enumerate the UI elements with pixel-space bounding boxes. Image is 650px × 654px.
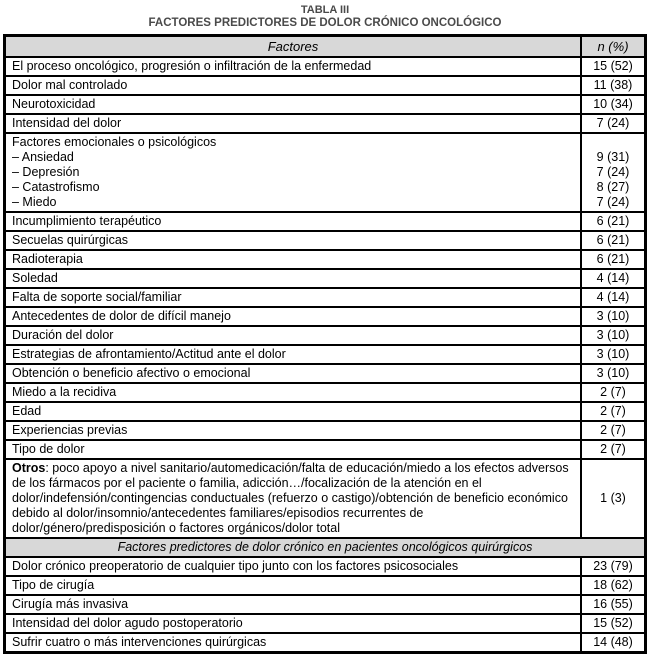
factors-column-header: Factores xyxy=(5,36,582,58)
value-cell: 2 (7) xyxy=(581,421,646,440)
factor-cell: Dolor crónico preoperatorio de cualquier tipo junto con los factores psicosociales xyxy=(5,557,582,576)
table-row xyxy=(5,231,646,250)
table-row xyxy=(5,250,646,269)
section-header-label: Factores predictores de dolor crónico en pacientes oncológicos quirúrgicos xyxy=(5,538,646,557)
table-row xyxy=(5,76,646,95)
factor-cell: Experiencias previas xyxy=(5,421,582,440)
value-cell: 23 (79) xyxy=(581,557,646,576)
table-row xyxy=(5,421,646,440)
factor-cell: Radioterapia xyxy=(5,250,582,269)
section-header-row xyxy=(5,538,646,557)
predictive-factors-table xyxy=(3,34,647,654)
header-row xyxy=(5,36,646,58)
factor-cell: Tipo de cirugía xyxy=(5,576,582,595)
value-cell: 6 (21) xyxy=(581,212,646,231)
page xyxy=(3,0,647,654)
factor-cell: Falta de soporte social/familiar xyxy=(5,288,582,307)
value-line: 9 (31) xyxy=(596,150,630,164)
value-cell: 1 (3) xyxy=(581,459,646,538)
factor-cell: Obtención o beneficio afectivo o emocional xyxy=(5,364,582,383)
table-row xyxy=(5,212,646,231)
factor-cell: Intensidad del dolor xyxy=(5,114,582,133)
value-cell: 6 (21) xyxy=(581,250,646,269)
value-cell: 2 (7) xyxy=(581,402,646,421)
factor-cell: Estrategias de afrontamiento/Actitud ante el dolor xyxy=(5,345,582,364)
value-cell: 2 (7) xyxy=(581,383,646,402)
table-row xyxy=(5,114,646,133)
value-cell: 16 (55) xyxy=(581,595,646,614)
value-cell: 11 (38) xyxy=(581,76,646,95)
value-cell: 3 (10) xyxy=(581,326,646,345)
table-row xyxy=(5,307,646,326)
value-cell: 10 (34) xyxy=(581,95,646,114)
value-line: 7 (24) xyxy=(596,195,630,209)
factor-cell: Sufrir cuatro o más intervenciones quirúrgicas xyxy=(5,633,582,653)
factor-cell: El proceso oncológico, progresión o infiltración de la enfermedad xyxy=(5,57,582,76)
factor-line: – Miedo xyxy=(12,195,57,209)
table-row xyxy=(5,133,646,212)
table-row xyxy=(5,440,646,459)
factor-cell: Secuelas quirúrgicas xyxy=(5,231,582,250)
otros-prefix: Otros xyxy=(12,461,46,475)
value-cell: 18 (62) xyxy=(581,576,646,595)
value-line: 8 (27) xyxy=(596,180,630,194)
table-row xyxy=(5,269,646,288)
factor-cell: Duración del dolor xyxy=(5,326,582,345)
n-percent-column-header: n (%) xyxy=(581,36,646,58)
table-row xyxy=(5,402,646,421)
factor-cell: Miedo a la recidiva xyxy=(5,383,582,402)
table-row xyxy=(5,557,646,576)
value-cell: 6 (21) xyxy=(581,231,646,250)
factor-cell: Dolor mal controlado xyxy=(5,76,582,95)
value-cell: 3 (10) xyxy=(581,364,646,383)
table-row xyxy=(5,364,646,383)
value-cell: 4 (14) xyxy=(581,288,646,307)
table-number: TABLA III xyxy=(300,4,350,16)
table-row xyxy=(5,57,646,76)
factor-cell: Neurotoxicidad xyxy=(5,95,582,114)
value-cell: 14 (48) xyxy=(581,633,646,653)
table-row xyxy=(5,345,646,364)
factor-cell xyxy=(5,133,582,212)
factor-cell: Soledad xyxy=(5,269,582,288)
value-line: 7 (24) xyxy=(596,165,630,179)
table-row xyxy=(5,595,646,614)
factor-line: Factores emocionales o psicológicos xyxy=(12,135,217,149)
factor-cell: Edad xyxy=(5,402,582,421)
value-cell xyxy=(581,133,646,212)
factor-cell: Cirugía más invasiva xyxy=(5,595,582,614)
table-row xyxy=(5,383,646,402)
table-row xyxy=(5,459,646,538)
factor-cell: Tipo de dolor xyxy=(5,440,582,459)
factor-line: – Catastrofismo xyxy=(12,180,100,194)
factor-line: – Ansiedad xyxy=(12,150,74,164)
table-title xyxy=(3,4,647,30)
factor-cell: Antecedentes de dolor de difícil manejo xyxy=(5,307,582,326)
table-row xyxy=(5,288,646,307)
factor-cell: Otros: poco apoyo a nivel sanitario/automedicación/falta de educación/miedo a los efectos adversos de los fármacos por el paciente o familia, adicción…/focalización de la atención en el dolor/indefensión/contingencias conductuales (refuerzo o castigo)/obtención de beneficio económico debido al dolor/insomnio/antecedentes familiares/episodios recurrentes de dolor/género/predisposición o factores orgánicos/dolor total xyxy=(5,459,582,538)
value-cell: 7 (24) xyxy=(581,114,646,133)
factor-line: – Depresión xyxy=(12,165,80,179)
table-row xyxy=(5,614,646,633)
table-caption: FACTORES PREDICTORES DE DOLOR CRÓNICO ONCOLÓGICO xyxy=(148,17,502,29)
value-line xyxy=(584,135,642,150)
value-cell: 4 (14) xyxy=(581,269,646,288)
factor-cell: Incumplimiento terapéutico xyxy=(5,212,582,231)
table-row xyxy=(5,576,646,595)
table-row xyxy=(5,95,646,114)
value-cell: 2 (7) xyxy=(581,440,646,459)
value-cell: 15 (52) xyxy=(581,614,646,633)
value-cell: 3 (10) xyxy=(581,307,646,326)
table-body xyxy=(5,57,646,653)
value-cell: 15 (52) xyxy=(581,57,646,76)
factor-cell: Intensidad del dolor agudo postoperatorio xyxy=(5,614,582,633)
table-row xyxy=(5,326,646,345)
value-cell: 3 (10) xyxy=(581,345,646,364)
